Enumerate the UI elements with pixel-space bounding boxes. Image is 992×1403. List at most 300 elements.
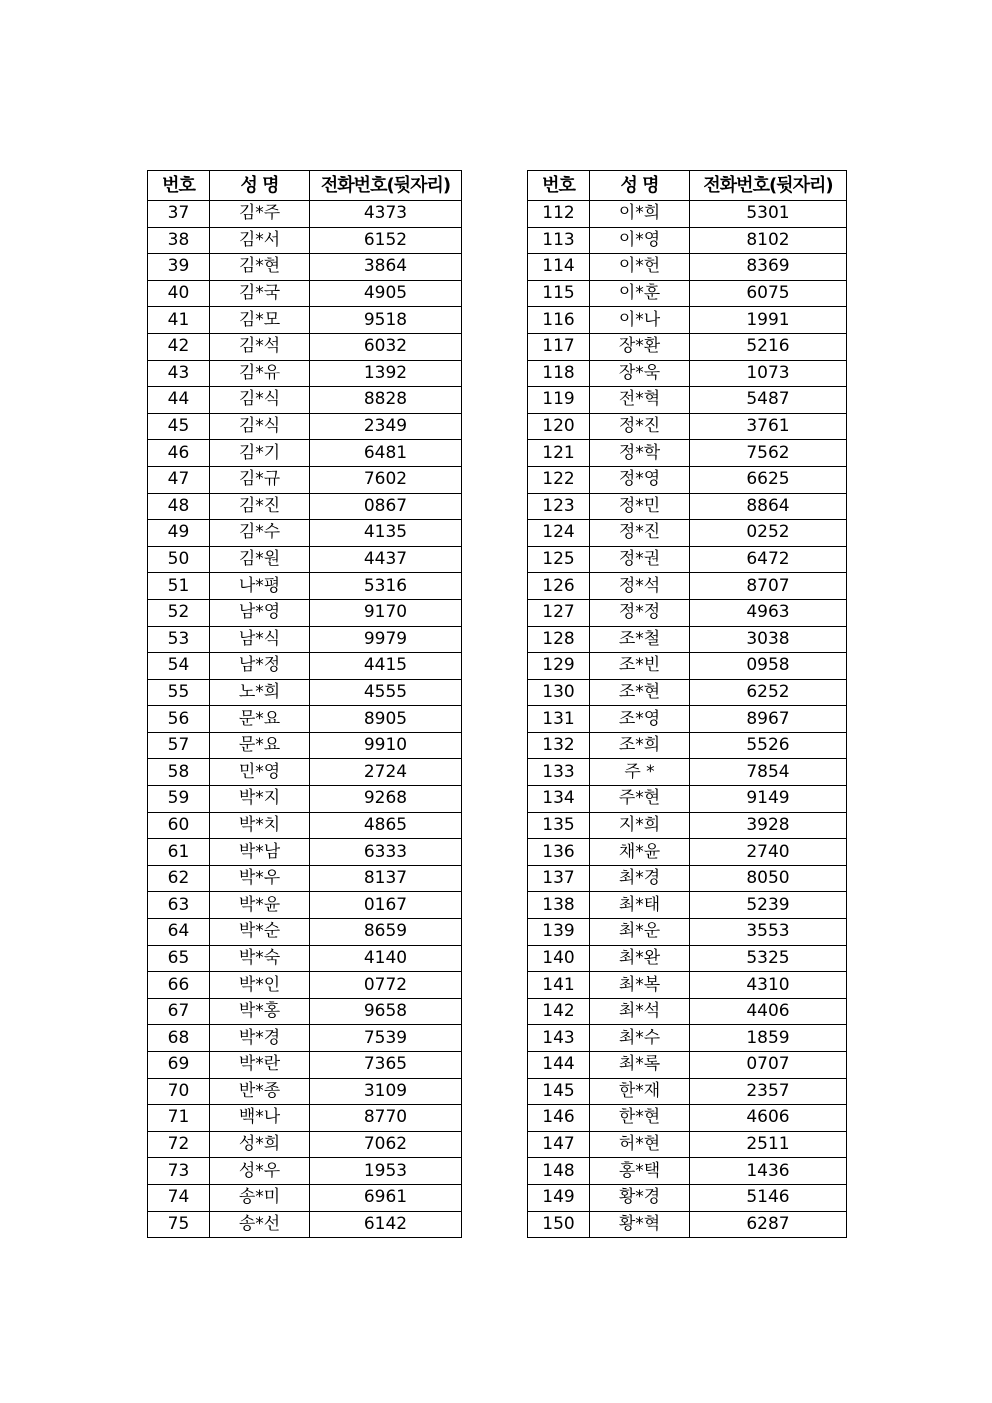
row-number: 75: [148, 1211, 210, 1238]
row-phone: 1392: [310, 360, 462, 387]
row-name: 주 *: [590, 759, 690, 786]
table-row: [148, 599, 462, 626]
row-number: 119: [528, 387, 590, 414]
row-name: 노*희: [210, 679, 310, 706]
table-row: [528, 201, 847, 228]
row-phone: 4606: [690, 1105, 847, 1132]
table-row: [148, 679, 462, 706]
row-name: 정*정: [590, 599, 690, 626]
row-name: 김*모: [210, 307, 310, 334]
row-name: 백*나: [210, 1105, 310, 1132]
table-row: [148, 972, 462, 999]
row-number: 139: [528, 919, 590, 946]
row-name: 주*현: [590, 786, 690, 813]
row-number: 51: [148, 573, 210, 600]
row-phone: 6625: [690, 466, 847, 493]
row-number: 118: [528, 360, 590, 387]
row-name: 문*요: [210, 732, 310, 759]
row-phone: 2740: [690, 839, 847, 866]
row-number: 73: [148, 1158, 210, 1185]
table-row: [528, 1158, 847, 1185]
row-name: 조*희: [590, 732, 690, 759]
table-row: [148, 653, 462, 680]
row-name: 김*석: [210, 333, 310, 360]
row-name: 성*우: [210, 1158, 310, 1185]
row-number: 145: [528, 1078, 590, 1105]
row-name: 정*권: [590, 546, 690, 573]
header-name: 성 명: [210, 171, 310, 201]
row-number: 140: [528, 945, 590, 972]
row-name: 장*욱: [590, 360, 690, 387]
row-number: 116: [528, 307, 590, 334]
row-number: 46: [148, 440, 210, 467]
row-number: 64: [148, 919, 210, 946]
row-number: 54: [148, 653, 210, 680]
row-name: 문*요: [210, 706, 310, 733]
row-phone: 2511: [690, 1131, 847, 1158]
row-phone: 4555: [310, 679, 462, 706]
table-row: [528, 1052, 847, 1079]
row-name: 박*치: [210, 812, 310, 839]
row-name: 정*진: [590, 413, 690, 440]
header-number: 번호: [148, 171, 210, 201]
row-phone: 4963: [690, 599, 847, 626]
table-row: [148, 1025, 462, 1052]
row-number: 57: [148, 732, 210, 759]
row-phone: 6481: [310, 440, 462, 467]
row-number: 55: [148, 679, 210, 706]
table-row: [528, 626, 847, 653]
row-number: 62: [148, 865, 210, 892]
table-row: [148, 227, 462, 254]
row-phone: 4135: [310, 520, 462, 547]
row-phone: 8369: [690, 254, 847, 281]
row-name: 최*수: [590, 1025, 690, 1052]
row-name: 김*수: [210, 520, 310, 547]
row-number: 39: [148, 254, 210, 281]
row-phone: 1073: [690, 360, 847, 387]
row-number: 44: [148, 387, 210, 414]
row-number: 59: [148, 786, 210, 813]
row-phone: 3761: [690, 413, 847, 440]
table-row: [148, 493, 462, 520]
table-row: [148, 520, 462, 547]
row-phone: 0707: [690, 1052, 847, 1079]
row-number: 138: [528, 892, 590, 919]
row-number: 42: [148, 333, 210, 360]
row-name: 박*인: [210, 972, 310, 999]
row-phone: 8707: [690, 573, 847, 600]
row-phone: 8828: [310, 387, 462, 414]
row-number: 58: [148, 759, 210, 786]
row-phone: 8050: [690, 865, 847, 892]
row-number: 112: [528, 201, 590, 228]
row-name: 홍*택: [590, 1158, 690, 1185]
table-row: [528, 812, 847, 839]
row-name: 최*완: [590, 945, 690, 972]
row-phone: 5301: [690, 201, 847, 228]
table-row: [528, 919, 847, 946]
row-name: 성*희: [210, 1131, 310, 1158]
row-number: 124: [528, 520, 590, 547]
row-number: 130: [528, 679, 590, 706]
row-phone: 1953: [310, 1158, 462, 1185]
row-name: 김*서: [210, 227, 310, 254]
table-row: [528, 466, 847, 493]
table-row: [148, 1105, 462, 1132]
row-number: 74: [148, 1184, 210, 1211]
row-name: 최*운: [590, 919, 690, 946]
row-phone: 5526: [690, 732, 847, 759]
table-row: [148, 732, 462, 759]
row-phone: 6472: [690, 546, 847, 573]
row-number: 45: [148, 413, 210, 440]
row-number: 141: [528, 972, 590, 999]
row-name: 최*경: [590, 865, 690, 892]
table-row: [528, 227, 847, 254]
table-row: [148, 812, 462, 839]
table-row: [528, 945, 847, 972]
row-phone: 9149: [690, 786, 847, 813]
row-phone: 5239: [690, 892, 847, 919]
row-number: 63: [148, 892, 210, 919]
row-name: 민*영: [210, 759, 310, 786]
header-phone: 전화번호(뒷자리): [690, 171, 847, 201]
row-number: 114: [528, 254, 590, 281]
row-name: 한*현: [590, 1105, 690, 1132]
row-phone: 6032: [310, 333, 462, 360]
row-phone: 7062: [310, 1131, 462, 1158]
row-number: 125: [528, 546, 590, 573]
row-phone: 0867: [310, 493, 462, 520]
row-name: 김*식: [210, 413, 310, 440]
row-name: 김*현: [210, 254, 310, 281]
row-number: 67: [148, 998, 210, 1025]
table-row: [148, 440, 462, 467]
row-phone: 1859: [690, 1025, 847, 1052]
row-name: 김*식: [210, 387, 310, 414]
row-number: 137: [528, 865, 590, 892]
row-number: 69: [148, 1052, 210, 1079]
table-row: [148, 280, 462, 307]
row-name: 최*복: [590, 972, 690, 999]
table-row: [528, 892, 847, 919]
row-name: 조*영: [590, 706, 690, 733]
row-phone: 8967: [690, 706, 847, 733]
row-name: 조*빈: [590, 653, 690, 680]
row-phone: 0167: [310, 892, 462, 919]
row-number: 53: [148, 626, 210, 653]
table-row: [528, 1105, 847, 1132]
row-phone: 1991: [690, 307, 847, 334]
row-name: 전*혁: [590, 387, 690, 414]
row-name: 남*영: [210, 599, 310, 626]
table-row: [148, 919, 462, 946]
table-row: [528, 333, 847, 360]
row-number: 37: [148, 201, 210, 228]
row-number: 48: [148, 493, 210, 520]
row-name: 이*영: [590, 227, 690, 254]
row-name: 김*국: [210, 280, 310, 307]
table-row: [148, 413, 462, 440]
table-row: [148, 254, 462, 281]
row-number: 115: [528, 280, 590, 307]
row-name: 이*훈: [590, 280, 690, 307]
row-number: 123: [528, 493, 590, 520]
row-name: 반*종: [210, 1078, 310, 1105]
row-name: 송*미: [210, 1184, 310, 1211]
table-row: [148, 706, 462, 733]
row-phone: 8770: [310, 1105, 462, 1132]
table-row: [148, 1131, 462, 1158]
table-row: [528, 599, 847, 626]
row-phone: 6333: [310, 839, 462, 866]
row-name: 장*환: [590, 333, 690, 360]
row-phone: 7365: [310, 1052, 462, 1079]
table-row: [148, 573, 462, 600]
row-phone: 4865: [310, 812, 462, 839]
row-number: 126: [528, 573, 590, 600]
row-name: 김*유: [210, 360, 310, 387]
table-row: [148, 1158, 462, 1185]
row-number: 149: [528, 1184, 590, 1211]
header-number: 번호: [528, 171, 590, 201]
row-name: 박*경: [210, 1025, 310, 1052]
row-number: 38: [148, 227, 210, 254]
row-name: 박*순: [210, 919, 310, 946]
row-name: 김*규: [210, 466, 310, 493]
row-phone: 5325: [690, 945, 847, 972]
row-number: 147: [528, 1131, 590, 1158]
table-row: [528, 972, 847, 999]
row-name: 정*석: [590, 573, 690, 600]
row-phone: 9518: [310, 307, 462, 334]
row-phone: 0252: [690, 520, 847, 547]
row-name: 남*식: [210, 626, 310, 653]
row-number: 47: [148, 466, 210, 493]
row-name: 박*우: [210, 865, 310, 892]
row-name: 이*희: [590, 201, 690, 228]
table-row: [148, 1052, 462, 1079]
table-row: [528, 520, 847, 547]
table-row: [528, 1078, 847, 1105]
table-row: [148, 387, 462, 414]
row-number: 128: [528, 626, 590, 653]
row-phone: 6252: [690, 679, 847, 706]
table-row: [528, 307, 847, 334]
row-name: 최*록: [590, 1052, 690, 1079]
table-row: [148, 1184, 462, 1211]
row-number: 133: [528, 759, 590, 786]
row-phone: 4140: [310, 945, 462, 972]
row-number: 142: [528, 998, 590, 1025]
row-number: 150: [528, 1211, 590, 1238]
row-number: 43: [148, 360, 210, 387]
row-number: 113: [528, 227, 590, 254]
table-row: [528, 1025, 847, 1052]
row-phone: 4406: [690, 998, 847, 1025]
row-phone: 3864: [310, 254, 462, 281]
row-name: 김*진: [210, 493, 310, 520]
row-name: 박*홍: [210, 998, 310, 1025]
row-phone: 7854: [690, 759, 847, 786]
row-name: 박*지: [210, 786, 310, 813]
table-row: [528, 254, 847, 281]
table-row: [148, 786, 462, 813]
row-number: 143: [528, 1025, 590, 1052]
header-row: [148, 171, 462, 201]
row-phone: 2357: [690, 1078, 847, 1105]
table-row: [528, 413, 847, 440]
row-name: 정*민: [590, 493, 690, 520]
row-name: 황*경: [590, 1184, 690, 1211]
row-name: 최*석: [590, 998, 690, 1025]
row-phone: 9268: [310, 786, 462, 813]
row-phone: 3928: [690, 812, 847, 839]
row-phone: 4373: [310, 201, 462, 228]
row-phone: 5146: [690, 1184, 847, 1211]
row-number: 60: [148, 812, 210, 839]
row-name: 박*란: [210, 1052, 310, 1079]
row-phone: 4905: [310, 280, 462, 307]
table-row: [148, 759, 462, 786]
table-row: [528, 493, 847, 520]
row-phone: 4310: [690, 972, 847, 999]
row-name: 박*숙: [210, 945, 310, 972]
table-row: [148, 865, 462, 892]
table-row: [148, 998, 462, 1025]
row-phone: 0958: [690, 653, 847, 680]
table-row: [528, 573, 847, 600]
row-number: 61: [148, 839, 210, 866]
row-number: 120: [528, 413, 590, 440]
row-phone: 5316: [310, 573, 462, 600]
row-number: 68: [148, 1025, 210, 1052]
table-row: [528, 839, 847, 866]
row-name: 정*학: [590, 440, 690, 467]
row-phone: 6287: [690, 1211, 847, 1238]
table-row: [528, 360, 847, 387]
row-number: 49: [148, 520, 210, 547]
header-phone: 전화번호(뒷자리): [310, 171, 462, 201]
row-number: 122: [528, 466, 590, 493]
row-number: 71: [148, 1105, 210, 1132]
row-number: 121: [528, 440, 590, 467]
row-name: 박*남: [210, 839, 310, 866]
row-number: 131: [528, 706, 590, 733]
row-name: 이*헌: [590, 254, 690, 281]
row-phone: 7602: [310, 466, 462, 493]
table-row: [148, 1078, 462, 1105]
row-name: 조*현: [590, 679, 690, 706]
row-number: 129: [528, 653, 590, 680]
row-phone: 4415: [310, 653, 462, 680]
row-name: 송*선: [210, 1211, 310, 1238]
table-row: [148, 360, 462, 387]
row-name: 나*평: [210, 573, 310, 600]
row-name: 김*주: [210, 201, 310, 228]
row-name: 황*혁: [590, 1211, 690, 1238]
table-row: [528, 865, 847, 892]
table-row: [148, 892, 462, 919]
row-name: 정*진: [590, 520, 690, 547]
row-number: 41: [148, 307, 210, 334]
row-number: 135: [528, 812, 590, 839]
row-phone: 6142: [310, 1211, 462, 1238]
row-phone: 5487: [690, 387, 847, 414]
table-row: [528, 706, 847, 733]
row-number: 70: [148, 1078, 210, 1105]
row-phone: 3109: [310, 1078, 462, 1105]
row-number: 52: [148, 599, 210, 626]
row-number: 144: [528, 1052, 590, 1079]
row-name: 채*윤: [590, 839, 690, 866]
row-phone: 6152: [310, 227, 462, 254]
row-phone: 6961: [310, 1184, 462, 1211]
row-phone: 5216: [690, 333, 847, 360]
row-name: 정*영: [590, 466, 690, 493]
row-phone: 1436: [690, 1158, 847, 1185]
row-phone: 7562: [690, 440, 847, 467]
row-phone: 2349: [310, 413, 462, 440]
table-row: [148, 333, 462, 360]
row-name: 허*현: [590, 1131, 690, 1158]
row-number: 132: [528, 732, 590, 759]
table-row: [528, 759, 847, 786]
table-row: [148, 307, 462, 334]
table-row: [528, 1211, 847, 1238]
row-phone: 8905: [310, 706, 462, 733]
row-phone: 9979: [310, 626, 462, 653]
row-name: 박*윤: [210, 892, 310, 919]
roster-table-left: [147, 170, 462, 1238]
table-row: [528, 440, 847, 467]
row-number: 65: [148, 945, 210, 972]
row-phone: 8102: [690, 227, 847, 254]
row-number: 72: [148, 1131, 210, 1158]
row-phone: 9170: [310, 599, 462, 626]
roster-table-right: [527, 170, 847, 1238]
row-number: 56: [148, 706, 210, 733]
row-phone: 0772: [310, 972, 462, 999]
table-row: [528, 1184, 847, 1211]
row-number: 50: [148, 546, 210, 573]
row-phone: 4437: [310, 546, 462, 573]
row-number: 146: [528, 1105, 590, 1132]
table-row: [528, 732, 847, 759]
row-phone: 9658: [310, 998, 462, 1025]
table-row: [148, 1211, 462, 1238]
table-row: [148, 201, 462, 228]
table-row: [528, 546, 847, 573]
row-name: 한*재: [590, 1078, 690, 1105]
row-number: 117: [528, 333, 590, 360]
table-row: [528, 280, 847, 307]
row-number: 148: [528, 1158, 590, 1185]
row-name: 조*철: [590, 626, 690, 653]
row-name: 지*희: [590, 812, 690, 839]
row-name: 남*정: [210, 653, 310, 680]
header-name: 성 명: [590, 171, 690, 201]
row-phone: 3553: [690, 919, 847, 946]
row-phone: 8864: [690, 493, 847, 520]
table-row: [528, 998, 847, 1025]
row-name: 김*기: [210, 440, 310, 467]
table-row: [528, 786, 847, 813]
row-number: 127: [528, 599, 590, 626]
table-row: [148, 466, 462, 493]
row-name: 김*원: [210, 546, 310, 573]
